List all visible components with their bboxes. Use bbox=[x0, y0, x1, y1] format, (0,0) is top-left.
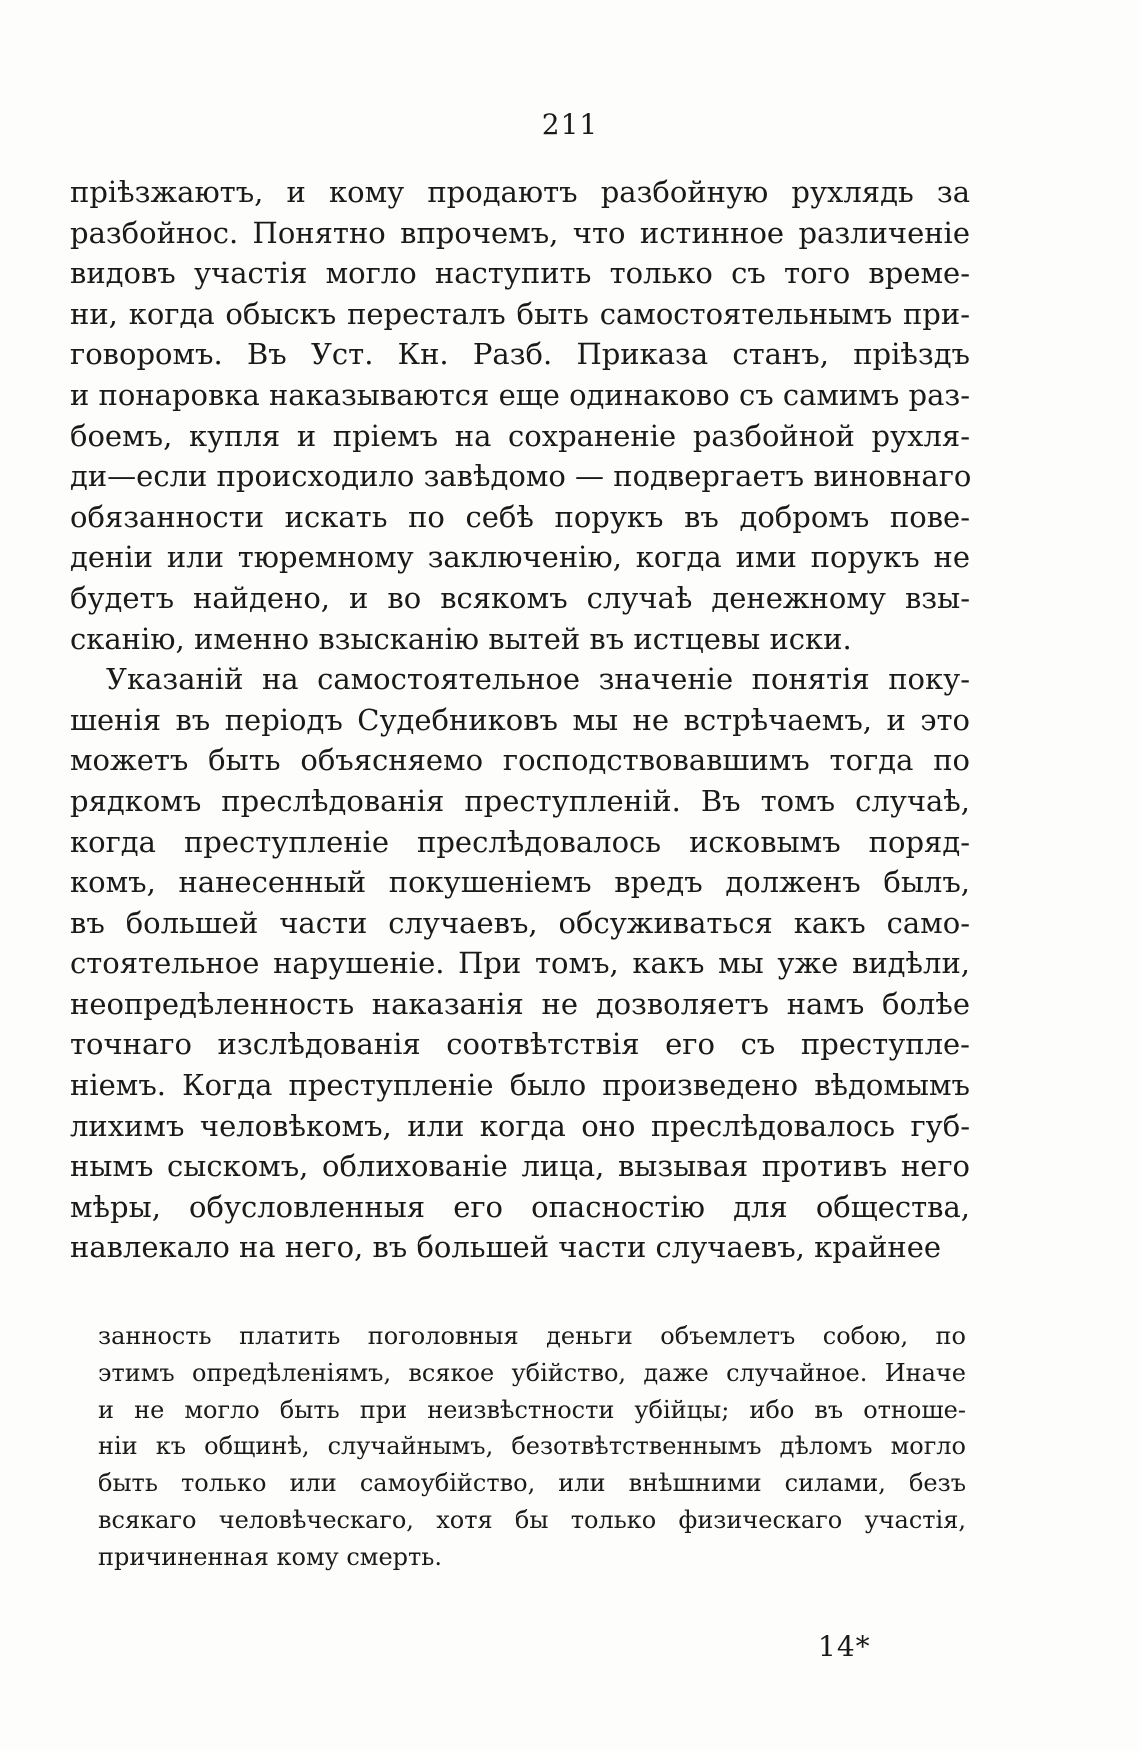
paragraph-2-line: можетъ быть объясняемо господствовавшимъ тогда по bbox=[70, 743, 970, 778]
paragraph-2-line: рядкомъ преслѣдованiя преступленiй. Въ томъ случаѣ, bbox=[70, 783, 970, 818]
footnote-line: этимъ опредѣленiямъ, всякое убiйство, даже случайное. Иначе bbox=[98, 1358, 966, 1387]
paragraph-1-line: боемъ, купля и прiемъ на сохраненiе разбойной рухля- bbox=[70, 418, 970, 453]
paragraph-2-line: навлекало на него, въ большей части случаевъ, крайнее bbox=[70, 1230, 942, 1265]
paragraph-1-line: ни, когда обыскъ пересталъ быть самостоятельнымъ при- bbox=[70, 296, 970, 331]
paragraph-2-line: Указанiй на самостоятельное значенiе понятiя поку- bbox=[106, 662, 970, 697]
paragraph-1-line: ди—если происходило завѣдомо — подвергаетъ виновнаго bbox=[70, 459, 972, 494]
paragraph-1-line: разбойнос. Понятно впрочемъ, что истинное различенiе bbox=[70, 215, 970, 250]
paragraph-1-line: обязанности искать по себѣ порукъ въ добромъ пове- bbox=[70, 499, 970, 534]
paragraph-2-line: нiемъ. Когда преступленiе было произведено вѣдомымъ bbox=[70, 1068, 970, 1103]
printer-signature-mark: 14* bbox=[818, 1630, 871, 1663]
footnote-line: и не могло быть при неизвѣстности убiйцы; ибо въ отноше- bbox=[98, 1395, 966, 1424]
paragraph-1-line: сканiю, именно взысканiю вытей въ истцевы иски. bbox=[70, 621, 852, 656]
paragraph-2 bbox=[70, 659, 970, 1268]
paragraph-2-line: шенiя въ перiодъ Судебниковъ мы не встрѣчаемъ, и это bbox=[70, 702, 970, 737]
main-text-body bbox=[70, 172, 970, 1268]
footnote-line: занность платить поголовныя деньги объемлетъ собою, по bbox=[98, 1322, 966, 1350]
paragraph-1-line: денiи или тюремному заключенiю, когда ими порукъ не bbox=[70, 540, 970, 575]
footnote-line: быть только или самоубiйство, или внѣшними силами, безъ bbox=[98, 1469, 966, 1498]
paragraph-2-line: лихимъ человѣкомъ, или когда оно преслѣдовалось губ- bbox=[70, 1108, 970, 1143]
paragraph-2-line: точнаго изслѣдованiя соотвѣтствiя его съ преступле- bbox=[70, 1027, 970, 1062]
paragraph-1-line: будетъ найдено, и во всякомъ случаѣ денежному взы- bbox=[70, 580, 970, 615]
footnote-line: всякаго человѣческаго, хотя бы только физическаго участiя, bbox=[98, 1505, 966, 1534]
paragraph-1-line: говоромъ. Въ Уст. Кн. Разб. Приказа станъ, прiѣздъ bbox=[70, 337, 970, 372]
paragraph-2-line: неопредѣленность наказанiя не дозволяетъ намъ болѣе bbox=[70, 986, 970, 1021]
paragraph-2-line: нымъ сыскомъ, облихованiе лица, вызывая противъ него bbox=[70, 1149, 970, 1184]
paragraph-2-line: когда преступленiе преслѣдовалось исковымъ поряд- bbox=[70, 824, 970, 859]
paragraph-1 bbox=[70, 172, 970, 659]
paragraph-2-line: въ большей части случаевъ, обсуживаться какъ само- bbox=[70, 905, 970, 940]
paragraph-1-line: видовъ участiя могло наступить только съ того време- bbox=[70, 256, 970, 291]
footnote-line: причиненная кому смерть. bbox=[98, 1542, 443, 1571]
paragraph-2-line: мѣры, обусловленныя его опасностiю для общества, bbox=[70, 1189, 970, 1224]
footnote-line: нiи къ общинѣ, случайнымъ, безотвѣтственнымъ дѣломъ могло bbox=[98, 1432, 966, 1461]
paragraph-1-line: и понаровка наказываются еще одинаково съ самимъ раз- bbox=[70, 377, 970, 412]
paragraph-2-line: комъ, нанесенный покушенiемъ вредъ долженъ былъ, bbox=[70, 865, 970, 900]
paragraph-1-line: прiѣзжаютъ, и кому продаютъ разбойную рухлядь за bbox=[70, 175, 970, 209]
footnote bbox=[98, 1318, 966, 1576]
paragraph-2-line: стоятельное нарушенiе. При томъ, какъ мы уже видѣли, bbox=[70, 946, 970, 981]
page-number: 211 bbox=[541, 108, 599, 141]
